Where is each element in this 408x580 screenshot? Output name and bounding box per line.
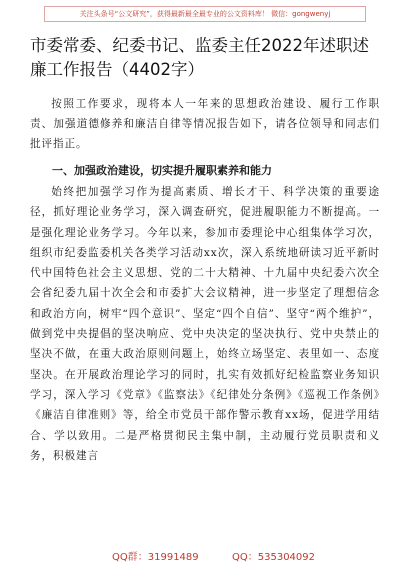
document-title: 市委常委、纪委书记、监委主任2022年述职述廉工作报告（4402字） xyxy=(30,36,369,79)
intro-text: 按照工作要求，现将本人一年来的思想政治建设、履行工作职责、加强道德修养和廉洁自律等情况报告如下，请各位领导和同志们批评指正。 xyxy=(30,98,380,151)
section-1-paragraph: 始终把加强学习作为提高素质、增长才干、科学决策的重要途径，抓好理论业务学习，深入调查研究，促进履职能力不断提高。一是强化理论业务学习。今年以来，参加市委理论中心组集体学习次，组织市纪委监委机关各类学习活动xx次，深入系统地研读习近平新时代中国特色社会主义思想、党的二十大精神、十九届中央纪委六次全会省纪委九届十次全会和市委扩大会议精神，进一步坚定了理想信念和政治方向，树牢“四个意识”、坚定“四个自信”、坚守“两个维护”，做到党中央提倡的坚决响应、党中央决定的坚决执行、党中央禁止的坚决不做，在重大政治原则问题上，始终立场坚定、表里如一、态度坚决。在开展政治理论学习的同时，扎实有效抓好纪检监察业务知识学习，深入学习《党章》《监察法》《纪律处分条例》《巡视工作条例》《廉洁自律准则》等，给全市党员干部作警示教育xx场，促进学用结合、学以致用。二是严格贯彻民主集中制，主动履行党员职责和义务，积极建言 xyxy=(30,186,380,462)
top-banner: 关注头条号“公文研究”，获得最新最全最专业的公文资料库！ 微信：gongwenyj xyxy=(44,6,366,22)
section-heading-1: 一、加强政治建设，切实提升履职素养和能力 xyxy=(52,164,272,177)
intro-paragraph xyxy=(30,94,380,155)
footer-qq-group: QQ群：31991489 xyxy=(112,552,199,563)
footer-contact xyxy=(0,548,408,568)
footer-qq-number: QQ：535304092 xyxy=(232,552,316,563)
